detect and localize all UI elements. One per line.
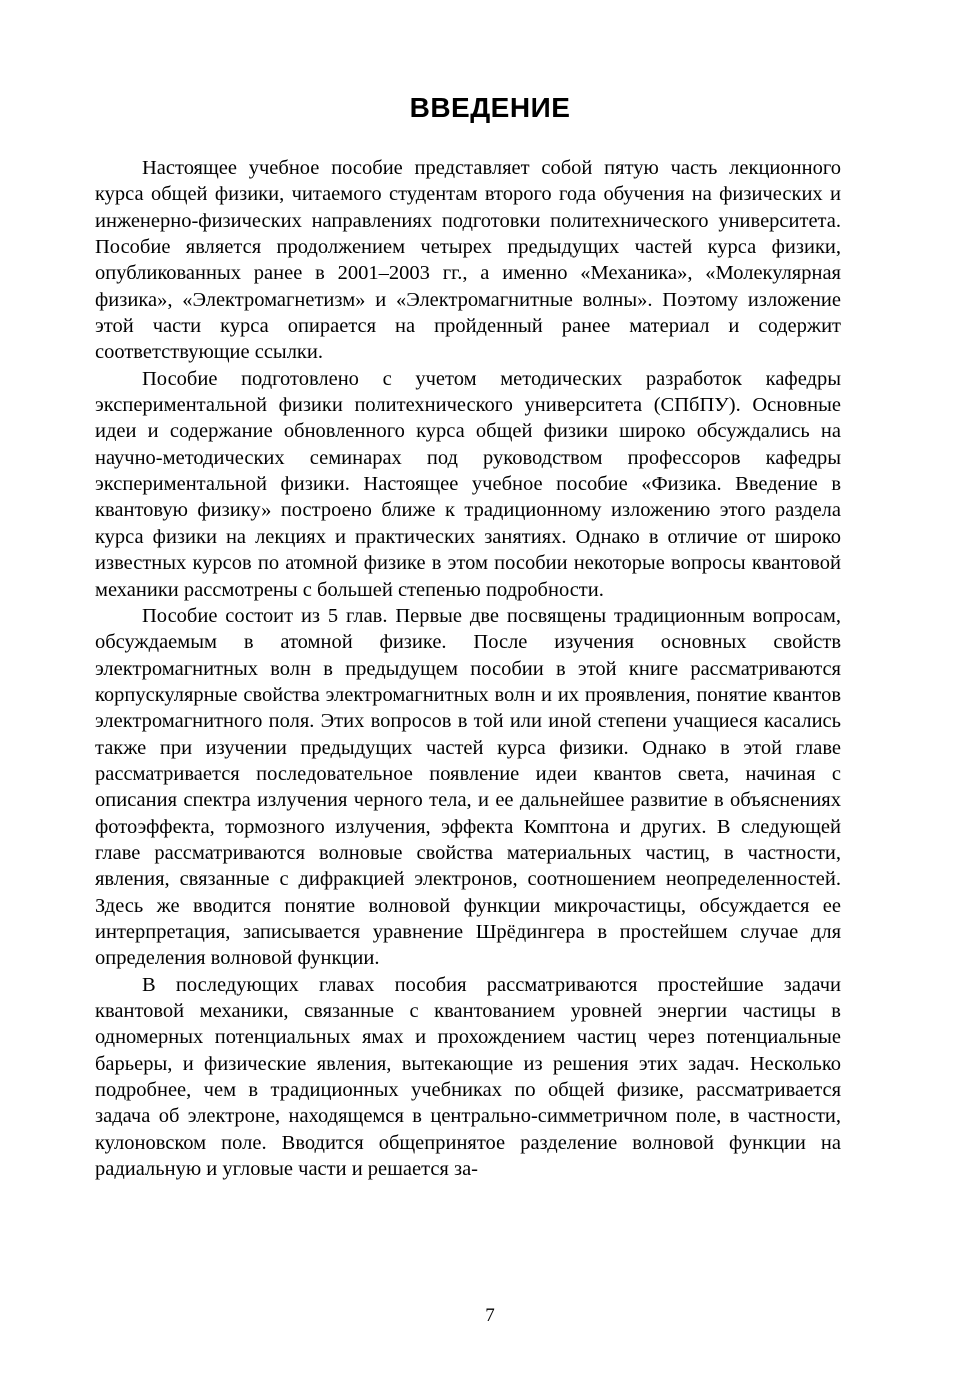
page-title: ВВЕДЕНИЕ — [409, 92, 571, 123]
paragraph-1: Настоящее учебное пособие представляет собой пятую часть лекционного курса общей физики, читаемого студентам второго года обучения на физических и инженерно-физических направлениях подготовки политехнического университета. Пособие является продолжением четырех предыдущих частей курса физики, опубликованных ранее в 2001–2003 гг., а именно «Механика», «Молекулярная физика», «Электромагнетизм» и «Электромагнитные волны». Поэтому изложение этой части курса опирается на пройденный ранее материал и содержит соответствующие ссылки. — [95, 157, 841, 364]
paragraph-3: Пособие состоит из 5 глав. Первые две посвящены традиционным вопросам, обсуждаемым в атомной физике. После изучения основных свойств электромагнитных волн в предыдущем пособии в этой книге рассматриваются корпускулярные свойства электромагнитных волн и их проявления, понятие квантов электромагнитного поля. Этих вопросов в той или иной степени учащиеся касались также при изучении предыдущих частей курса физики. Однако в этой главе рассматривается последовательное появление идеи квантов света, начиная с описания спектра излучения черного тела, и ее дальнейшее развитие в объяснениях фотоэффекта, тормозного излучения, эффекта Комптона и других. В следующей главе рассматриваются волновые свойства материальных частиц, в частности, явления, связанные с дифракцией электронов, соотношением неопределенностей. Здесь же вводится понятие волновой функции микрочастицы, обсуждается ее интерпретация, записывается уравнение Шрёдингера в простейшем случае для определения волновой функции. — [95, 604, 841, 970]
body-text — [95, 155, 841, 1182]
paragraph-4: В последующих главах пособия рассматриваются простейшие задачи квантовой механики, связанные с квантованием уровней энергии частицы в одномерных потенциальных ямах и прохождением частиц через потенциальные барьеры, и физические явления, вытекающие из решения этих задач. Несколько подробнее, чем в традиционных учебниках по общей физике, рассматривается задача об электроне, находящемся в центрально-симметричном поле, в частности, кулоновском поле. Вводится общепринятое разделение волновой функции на радиальную и угловые части и решается за- — [95, 973, 841, 1181]
page-number: 7 — [485, 1305, 495, 1326]
paragraph-2: Пособие подготовлено с учетом методических разработок кафедры экспериментальной физики политехнического университета (СПбПУ). Основные идеи и содержание обновленного курса общей физики широко обсуждались на научно-методических семинарах под руководством профессоров кафедры экспериментальной физики. Настоящее учебное пособие «Физика. Введение в квантовую физику» построено ближе к традиционному изложению этого раздела курса физики на лекциях и практических занятиях. Однако в отличие от широко известных курсов по атомной физике в этом пособии некоторые вопросы квантовой механики рассмотрены с большей степенью подробности. — [95, 367, 841, 601]
